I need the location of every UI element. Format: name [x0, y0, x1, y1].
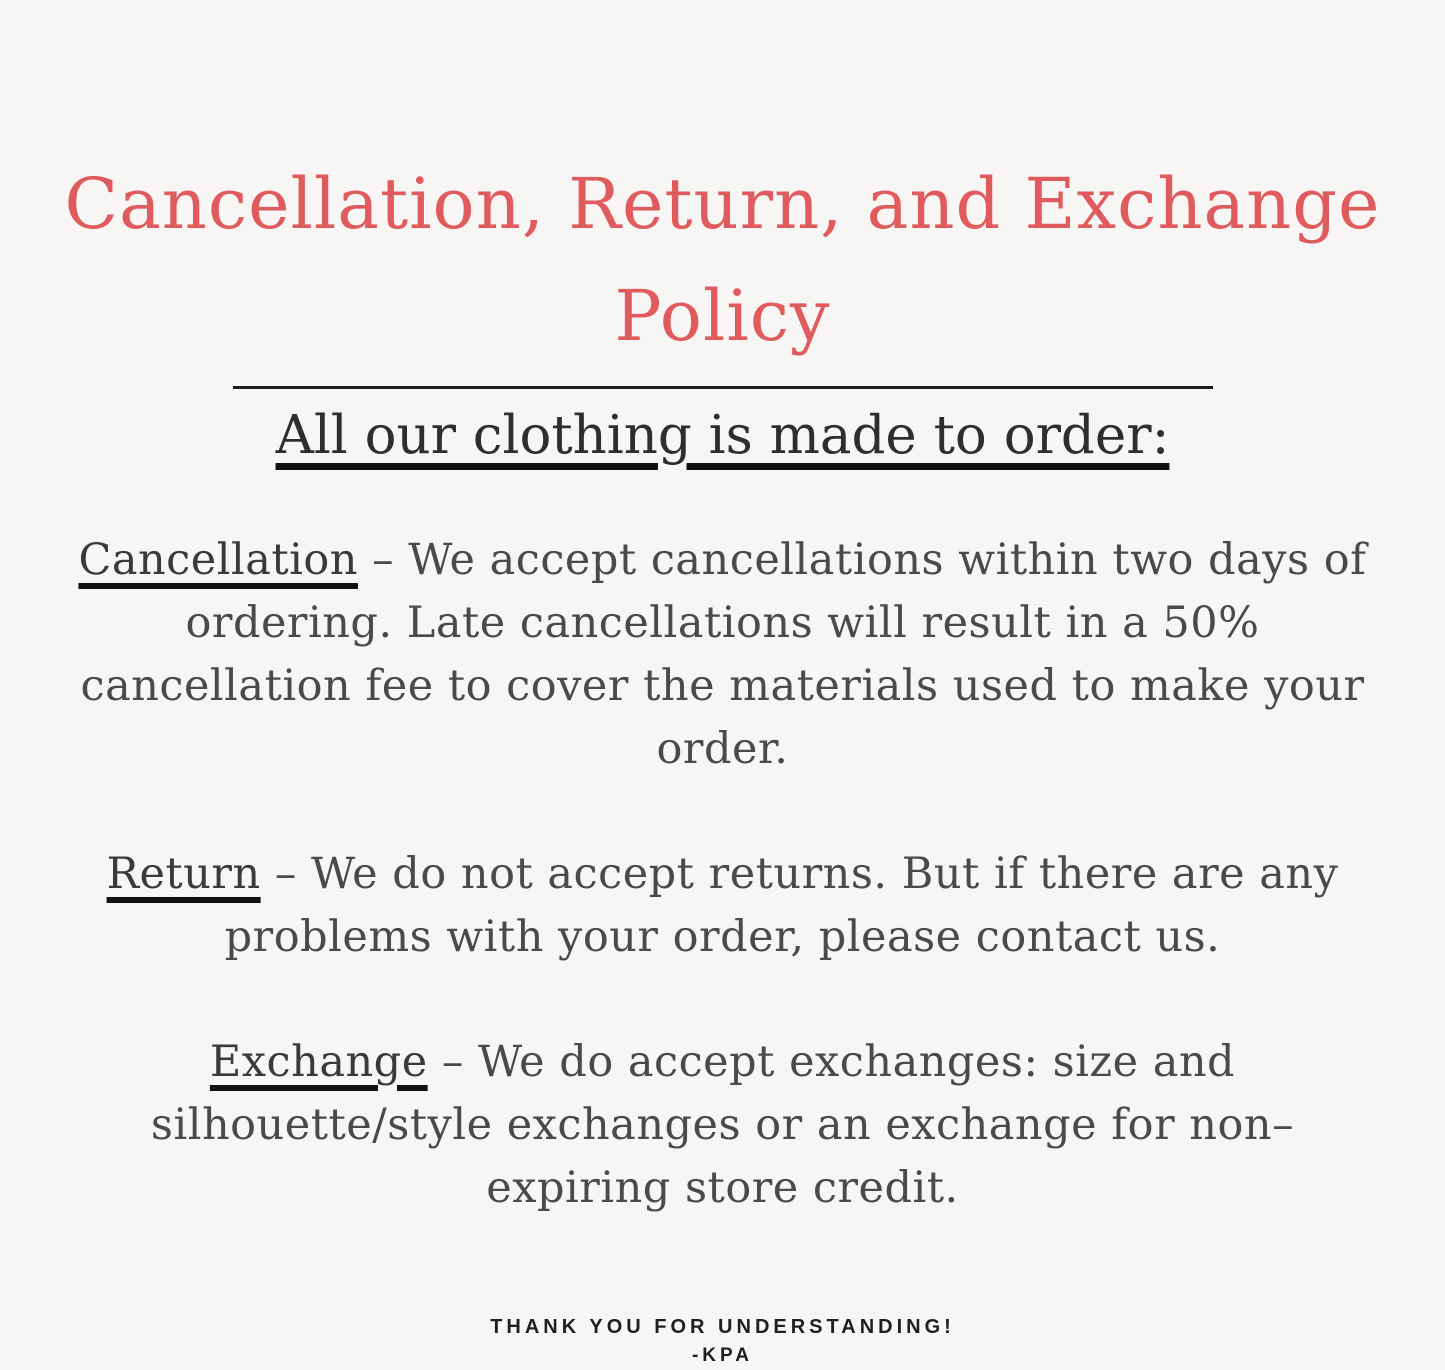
exchange-term: Exchange [209, 1037, 428, 1087]
return-text: – We do not accept returns. But if there are any problems with your order, please contact us. [224, 849, 1339, 962]
page-title-line-1: Cancellation, Return, and Exchange [64, 163, 1381, 245]
footer-signature: -KPA [691, 1345, 754, 1366]
policy-section-exchange [68, 1031, 1378, 1220]
return-term: Return [106, 849, 261, 899]
subtitle: All our clothing is made to order: [275, 405, 1170, 466]
cancellation-text: – We accept cancellations within two days of ordering. Late cancellations will result in a 50% cancellation fee to cover the materials used to make your order. [80, 535, 1367, 774]
footer [0, 1312, 1445, 1370]
policy-sections [0, 529, 1445, 1220]
policy-section-return [68, 843, 1378, 969]
cancellation-term: Cancellation [78, 535, 358, 585]
policy-section-cancellation [68, 529, 1378, 781]
footer-thanks-text: THANK YOU FOR UNDERSTANDING! [490, 1316, 955, 1338]
exchange-text: – We do accept exchanges: size and silhouette/style exchanges or an exchange for non–expiring store credit. [150, 1037, 1295, 1213]
page-title-line-2: Policy [614, 275, 831, 357]
page-title [0, 148, 1445, 372]
